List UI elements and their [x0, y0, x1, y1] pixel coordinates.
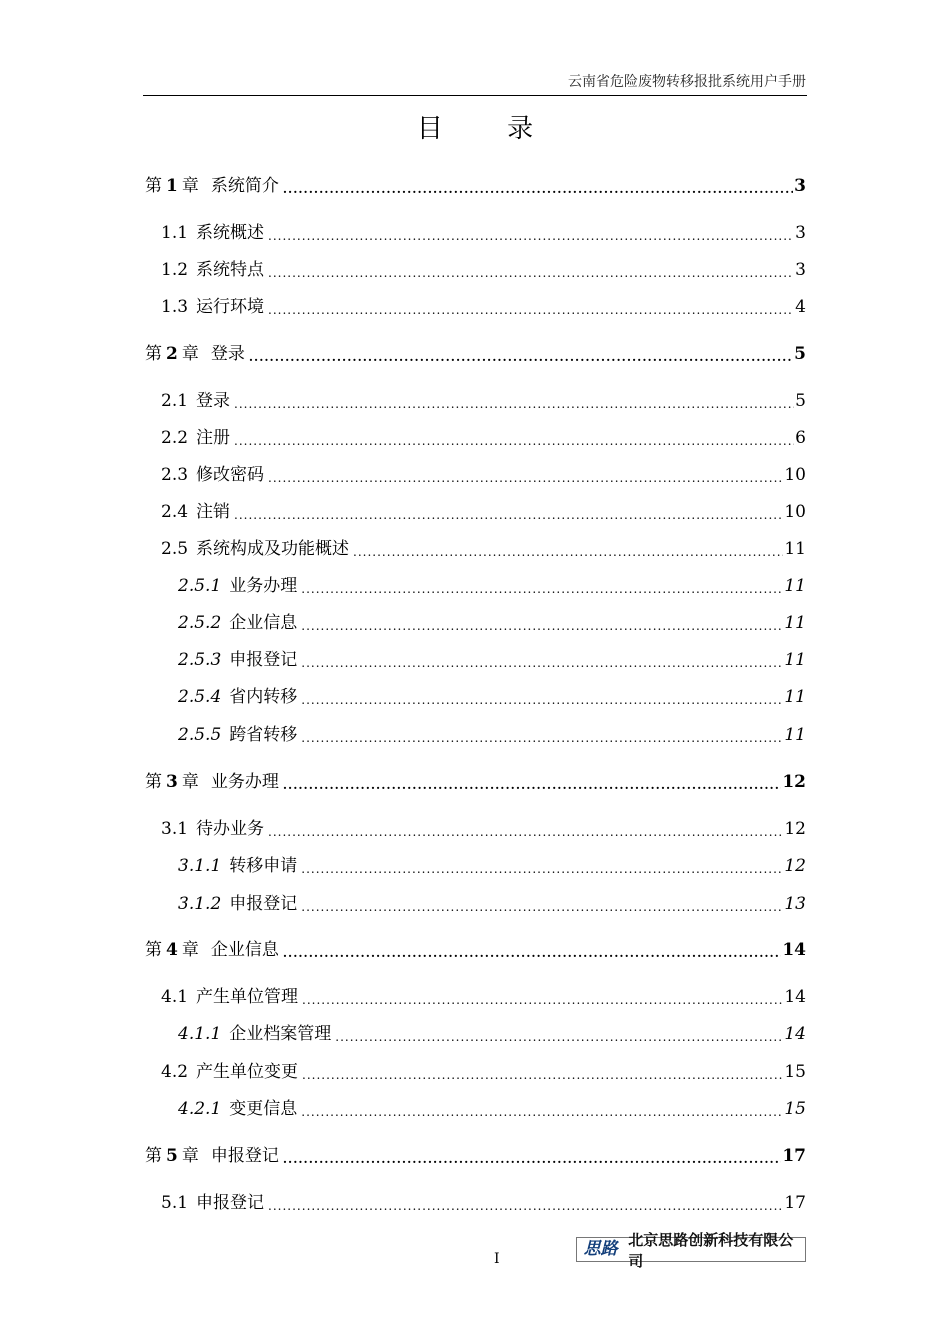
- header-rule: [143, 95, 807, 96]
- toc-page-number: 10: [784, 502, 806, 522]
- toc-entry-text: 登录: [210, 344, 245, 364]
- toc-entry-number: 2.5.4: [178, 687, 222, 707]
- toc-entry-label: [161, 259, 264, 281]
- dot-leader: [335, 1029, 783, 1045]
- toc-entry-number: 2.5.2: [178, 613, 222, 633]
- toc-entry-label: [145, 771, 279, 793]
- toc-entry-label: [161, 464, 264, 486]
- company-logo: [576, 1230, 806, 1270]
- chapter-suffix: 章: [181, 772, 199, 792]
- dot-leader: [301, 730, 783, 746]
- toc-entry-number: 3.1.1: [178, 856, 222, 876]
- toc-entry-sub[interactable]: [178, 893, 806, 915]
- toc-entry-text: 企业档案管理: [229, 1024, 332, 1044]
- dot-leader: [249, 349, 793, 365]
- toc-page-number: 12: [784, 819, 806, 839]
- chapter-number: 2: [166, 344, 178, 364]
- toc-entry-label: [161, 538, 349, 560]
- toc-page-number: 14: [784, 1024, 806, 1044]
- toc-entry-section[interactable]: [161, 464, 806, 486]
- toc-entry-section[interactable]: [161, 818, 806, 840]
- chapter-suffix: 章: [181, 940, 199, 960]
- toc-entry-label: [178, 649, 297, 671]
- toc-page-number: 10: [784, 465, 806, 485]
- toc-entry-section[interactable]: [161, 296, 806, 318]
- logo-mark-icon: 思路: [583, 1239, 618, 1259]
- toc-entry-sub[interactable]: [178, 612, 806, 634]
- dot-leader: [301, 861, 783, 877]
- toc-entry-text: 申报登记: [229, 894, 298, 914]
- dot-leader: [301, 1104, 783, 1120]
- dot-leader: [301, 692, 783, 708]
- toc-entry-number: 1.3: [161, 297, 189, 317]
- toc-entry-label: [145, 939, 279, 961]
- toc-entry-text: 系统特点: [196, 260, 265, 280]
- toc-entry-section[interactable]: [161, 1061, 806, 1083]
- toc-entry-number: [145, 772, 199, 792]
- toc-entry-text: 待办业务: [196, 819, 265, 839]
- toc-entry-text: 登录: [196, 391, 231, 411]
- toc-page-number: 11: [784, 576, 806, 596]
- toc-entry-section[interactable]: [161, 1192, 806, 1214]
- chapter-number: 4: [166, 940, 178, 960]
- dot-leader: [268, 265, 794, 281]
- toc-page-number: 15: [784, 1062, 806, 1082]
- dot-leader: [301, 899, 783, 915]
- toc-page-number: 17: [784, 1193, 806, 1213]
- toc-entry-sub[interactable]: [178, 724, 806, 746]
- dot-leader: [234, 396, 794, 412]
- toc-entry-label: [161, 1192, 264, 1214]
- toc-entry-text: 业务办理: [229, 576, 298, 596]
- toc-entry-number: 1.1: [161, 223, 189, 243]
- toc-entry-chapter[interactable]: [145, 939, 806, 961]
- toc-entry-number: 4.1: [161, 987, 189, 1007]
- toc-entry-text: 注册: [196, 428, 231, 448]
- toc-entry-label: [161, 986, 298, 1008]
- dot-leader: [302, 992, 783, 1008]
- toc-entry-number: [145, 1146, 199, 1166]
- company-name: 北京思路创新科技有限公司: [628, 1230, 794, 1270]
- toc-entry-number: 2.4: [161, 502, 189, 522]
- toc-entry-section[interactable]: [161, 427, 806, 449]
- toc-entry-text: 企业信息: [210, 940, 279, 960]
- toc-page-number: 5: [794, 344, 806, 364]
- toc-entry-number: 2.5: [161, 539, 189, 559]
- dot-leader: [283, 1151, 781, 1167]
- toc-entry-label: [161, 427, 230, 449]
- dot-leader: [283, 777, 781, 793]
- toc-entry-number: 3.1.2: [178, 894, 222, 914]
- toc-page-number: 12: [784, 856, 806, 876]
- toc-entry-text: 申报登记: [210, 1146, 279, 1166]
- chapter-prefix: 第: [145, 940, 162, 960]
- toc-entry-label: [161, 390, 230, 412]
- dot-leader: [283, 945, 781, 961]
- chapter-prefix: 第: [145, 1146, 162, 1166]
- toc-entry-label: [178, 893, 297, 915]
- toc-entry-number: 2.3: [161, 465, 189, 485]
- toc-entry-text: 产生单位管理: [196, 987, 299, 1007]
- toc-entry-number: 4.1.1: [178, 1024, 222, 1044]
- toc-page-number: 11: [784, 539, 806, 559]
- toc-page-number: 17: [782, 1146, 806, 1166]
- chapter-suffix: 章: [181, 1146, 199, 1166]
- toc-entry-number: 1.2: [161, 260, 189, 280]
- toc-entry-number: 4.2: [161, 1062, 189, 1082]
- dot-leader: [234, 433, 794, 449]
- toc-entry-number: [145, 176, 199, 196]
- toc-entry-label: [178, 575, 297, 597]
- dot-leader: [268, 1198, 783, 1214]
- dot-leader: [268, 302, 794, 318]
- chapter-number: 1: [166, 176, 178, 196]
- toc-entry-number: 3.1: [161, 819, 189, 839]
- toc-page-number: 14: [784, 987, 806, 1007]
- toc-page-number: 6: [795, 428, 806, 448]
- toc-entry-text: 系统概述: [196, 223, 265, 243]
- toc-page-number: 11: [784, 613, 806, 633]
- running-header: 云南省危险废物转移报批系统用户手册: [568, 74, 806, 90]
- toc-entry-label: [161, 222, 264, 244]
- toc-entry-section[interactable]: [161, 222, 806, 244]
- toc-entry-section[interactable]: [161, 986, 806, 1008]
- dot-leader: [301, 618, 783, 634]
- toc-entry-label: [145, 1145, 279, 1167]
- toc-entry-number: 2.5.5: [178, 725, 222, 745]
- chapter-prefix: 第: [145, 344, 162, 364]
- toc-entry-label: [145, 175, 279, 197]
- toc-page-number: 13: [784, 894, 806, 914]
- toc-entry-section[interactable]: [161, 259, 806, 281]
- toc-entry-text: 跨省转移: [229, 725, 298, 745]
- toc-page-number: 11: [784, 650, 806, 670]
- toc-entry-sub[interactable]: [178, 1098, 806, 1120]
- toc-entry-number: [145, 940, 199, 960]
- toc-entry-label: [178, 1023, 331, 1045]
- toc-entry-number: 2.5.3: [178, 650, 222, 670]
- toc-entry-section[interactable]: [161, 390, 806, 412]
- toc-page-number: 3: [794, 176, 806, 196]
- dot-leader: [301, 655, 783, 671]
- toc-page-number: 12: [782, 772, 806, 792]
- toc-entry-sub[interactable]: [178, 1023, 806, 1045]
- toc-entry-text: 产生单位变更: [196, 1062, 299, 1082]
- toc-entry-number: 5.1: [161, 1193, 189, 1213]
- toc-entry-sub[interactable]: [178, 575, 806, 597]
- dot-leader: [268, 824, 783, 840]
- toc-page-number: 11: [784, 725, 806, 745]
- dot-leader: [268, 228, 794, 244]
- toc-entry-text: 系统构成及功能概述: [196, 539, 350, 559]
- toc-entry-chapter[interactable]: [145, 771, 806, 793]
- toc-entry-number: 2.1: [161, 391, 189, 411]
- dot-leader: [234, 507, 783, 523]
- toc-entry-text: 系统简介: [210, 176, 279, 196]
- toc-entry-chapter[interactable]: [145, 175, 806, 197]
- toc-entry-label: [161, 818, 264, 840]
- toc-page-number: 3: [795, 260, 806, 280]
- toc-entry-label: [178, 1098, 297, 1120]
- toc-page-number: 3: [795, 223, 806, 243]
- dot-leader: [268, 470, 783, 486]
- toc-entry-label: [178, 612, 297, 634]
- toc-page-number: 5: [795, 391, 806, 411]
- toc-page-number: 11: [784, 687, 806, 707]
- toc-entry-number: [145, 344, 199, 364]
- toc-entry-label: [161, 1061, 298, 1083]
- chapter-prefix: 第: [145, 772, 162, 792]
- toc-entry-label: [178, 855, 297, 877]
- toc-entry-sub[interactable]: [178, 686, 806, 708]
- toc-entry-label: [161, 296, 264, 318]
- toc-entry-text: 变更信息: [229, 1099, 298, 1119]
- toc-page-number: 4: [795, 297, 806, 317]
- page-title: 目 录: [416, 114, 562, 144]
- toc-entry-label: [161, 501, 230, 523]
- toc-entry-sub[interactable]: [178, 855, 806, 877]
- toc-entry-text: 修改密码: [196, 465, 265, 485]
- chapter-suffix: 章: [181, 344, 199, 364]
- toc-entry-text: 申报登记: [196, 1193, 265, 1213]
- dot-leader: [353, 544, 783, 560]
- toc-page-number: 14: [782, 940, 806, 960]
- toc-entry-text: 业务办理: [210, 772, 279, 792]
- toc-page-number: 15: [784, 1099, 806, 1119]
- dot-leader: [283, 181, 793, 197]
- toc-entry-number: 2.2: [161, 428, 189, 448]
- chapter-prefix: 第: [145, 176, 162, 196]
- toc-entry-chapter[interactable]: [145, 343, 806, 365]
- toc-entry-text: 转移申请: [229, 856, 298, 876]
- toc-entry-label: [145, 343, 245, 365]
- toc-entry-text: 申报登记: [229, 650, 298, 670]
- toc-entry-text: 注销: [196, 502, 231, 522]
- chapter-suffix: 章: [181, 176, 199, 196]
- toc-entry-number: 4.2.1: [178, 1099, 222, 1119]
- toc-entry-text: 省内转移: [229, 687, 298, 707]
- footer-page-number: I: [494, 1251, 500, 1267]
- toc-entry-label: [178, 724, 297, 746]
- toc-entry-text: 企业信息: [229, 613, 298, 633]
- toc-entry-number: 2.5.1: [178, 576, 222, 596]
- toc-entry-section[interactable]: [161, 538, 806, 560]
- toc-entry-sub[interactable]: [178, 649, 806, 671]
- toc-entry-chapter[interactable]: [145, 1145, 806, 1167]
- toc-entry-section[interactable]: [161, 501, 806, 523]
- chapter-number: 5: [166, 1146, 178, 1166]
- chapter-number: 3: [166, 772, 178, 792]
- dot-leader: [301, 581, 783, 597]
- dot-leader: [302, 1067, 783, 1083]
- toc-entry-label: [178, 686, 297, 708]
- toc-entry-text: 运行环境: [196, 297, 265, 317]
